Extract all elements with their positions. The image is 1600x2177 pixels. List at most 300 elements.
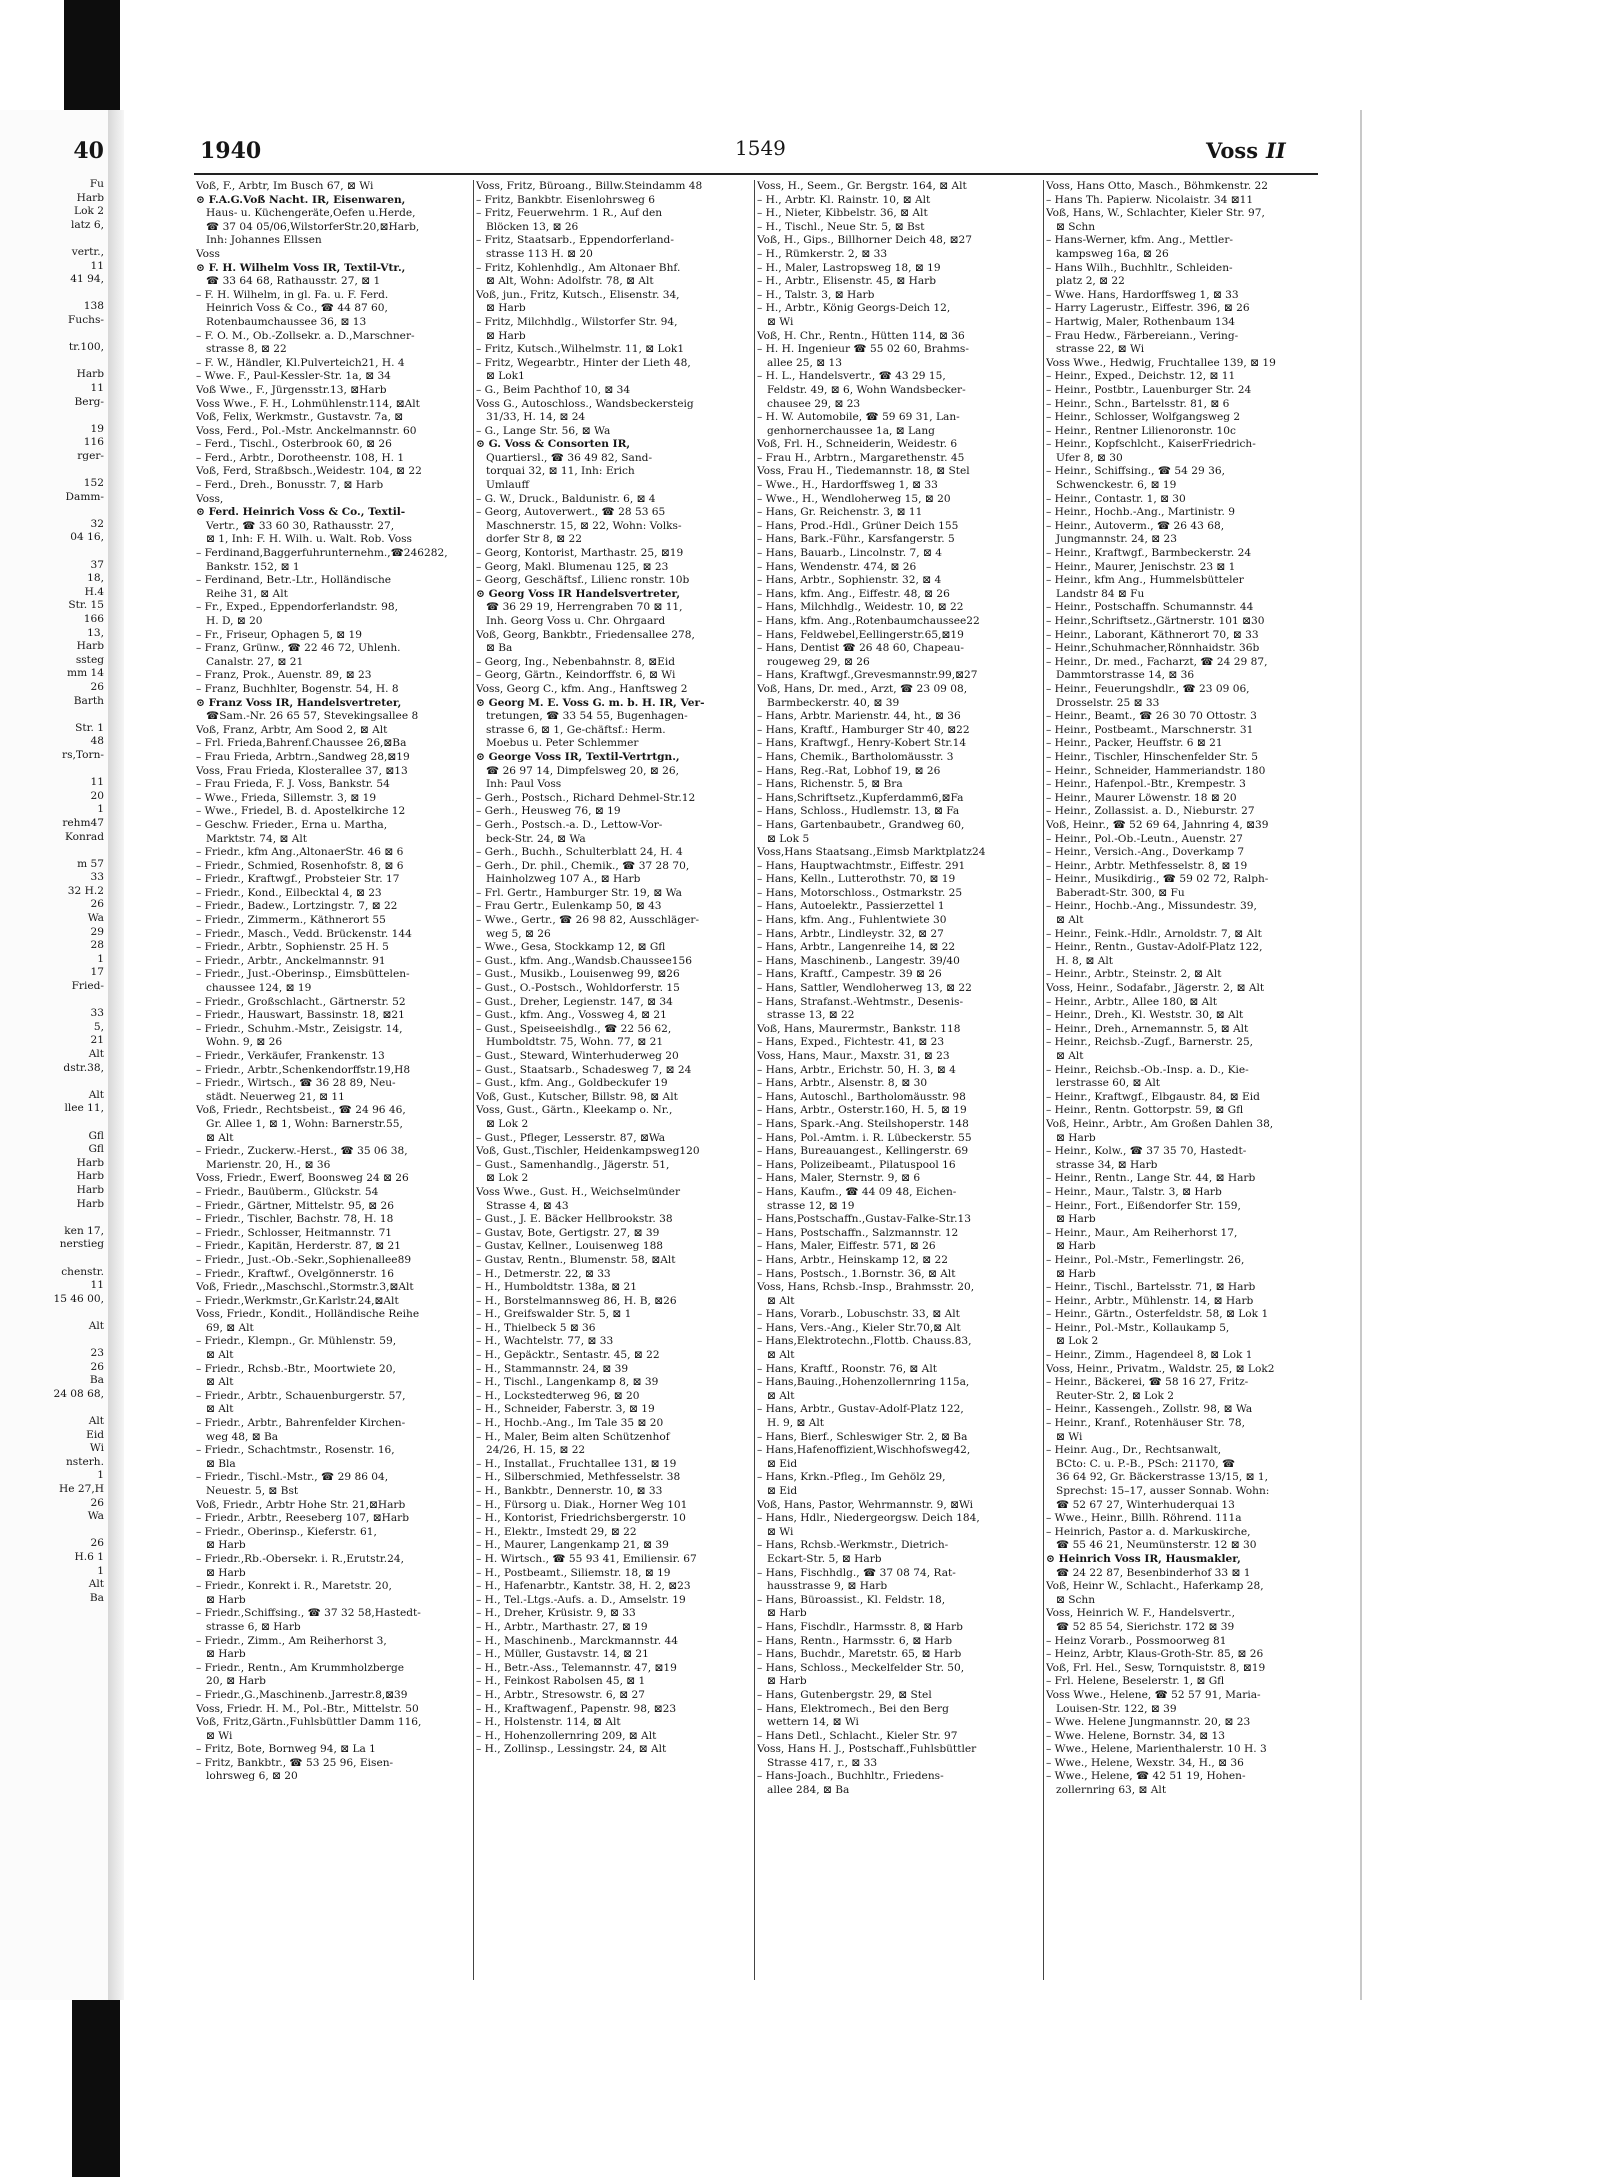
- directory-entry-line: – Hans, Maler, Eiffestr. 571, ⊠ 26: [757, 1240, 936, 1253]
- facing-page-line: 1: [97, 1469, 104, 1482]
- directory-entry-line: – Hans Detl., Schlacht., Kieler Str. 97: [757, 1729, 958, 1742]
- directory-entry-line: – Hans, Gartenbaubetr., Grandweg 60,: [757, 818, 965, 831]
- directory-entry-line: – Hans,Postschaffn.,Gustav-Falke-Str.13: [757, 1213, 971, 1226]
- facing-page-line: [0, 355, 108, 369]
- directory-entry-line: – Gust., Musikb., Louisenweg 99, ⊠26: [476, 968, 680, 981]
- directory-entry-line: – H., Betr.-Ass., Telemannstr. 47, ⊠19: [476, 1661, 677, 1674]
- facing-page-line: 116: [83, 436, 104, 449]
- directory-entry-line: – H., Nieter, Kibbelstr. 36, ⊠ Alt: [757, 207, 928, 220]
- directory-entry-line: – Friedr., Schachtmstr., Rosenstr. 16,: [196, 1444, 395, 1457]
- directory-entry-line: Dammtorstrasse 14, ⊠ 36: [1056, 669, 1195, 682]
- facing-page-line: [0, 409, 108, 423]
- directory-entry-line: – Friedr., Schuhm.-Mstr., Zeisigstr. 14,: [196, 1022, 403, 1035]
- directory-entry-line: Strasse 4, ⊠ 43: [486, 1199, 569, 1212]
- facing-page-line: [0, 1252, 108, 1266]
- directory-entry-line: Voss, Heinrich W. F., Handelsvertr.,: [1046, 1607, 1235, 1620]
- facing-page-line: 28: [90, 939, 104, 952]
- facing-page-line: 48: [90, 735, 104, 748]
- directory-entry-line: – Franz, Buchhlter, Bogenstr. 54, H. 8: [196, 682, 399, 695]
- directory-entry-line: zollernring 63, ⊠ Alt: [1056, 1784, 1167, 1797]
- directory-entry-line: – Heinr., Postbtr., Lauenburger Str. 24: [1046, 383, 1252, 396]
- directory-entry-line: Barmbeckerstr. 40, ⊠ 39: [767, 696, 900, 709]
- facing-page-line: ken 17,: [64, 1224, 104, 1237]
- directory-entry-line: Voss, Friedr., Kondit., Holländische Reihe: [196, 1308, 420, 1321]
- directory-entry-line: – F. O. M., Ob.-Zollsekr. a. D.,Marschner-: [196, 329, 415, 342]
- facing-page-line: [0, 994, 108, 1008]
- facing-page-line: m 57: [77, 857, 104, 870]
- directory-entry-line: – Hans, Hauptwachtmstr., Eiffestr. 291: [757, 859, 966, 872]
- directory-entry-line: ⊙ Georg Voss IR Handelsvertreter,: [476, 587, 681, 600]
- directory-entry-line: – Wwe., Gertr., ☎ 26 98 82, Ausschläger-: [476, 914, 700, 927]
- directory-entry-line: – Heinr., Maurer Löwenstr. 18 ⊠ 20: [1046, 791, 1237, 804]
- directory-entry-line: – Heinr., Reichsb.-Zugf., Barnerstr. 25,: [1046, 1036, 1254, 1049]
- directory-entry-line: 20, ⊠ Harb: [206, 1675, 266, 1688]
- directory-entry-line: – Hans, Kaufm., ☎ 44 09 48, Eichen-: [757, 1185, 957, 1198]
- facing-page-line: 11: [90, 381, 104, 394]
- directory-entry-line: Maschnerstr. 15, ⊠ 22, Wohn: Volks-: [486, 519, 682, 532]
- directory-entry-line: Wohn. 9, ⊠ 26: [206, 1036, 283, 1049]
- directory-entry-line: – Friedr., Arbtr., Reeseberg 107, ⊠Harb: [196, 1512, 409, 1525]
- directory-entry-line: – Heinr., Contastr. 1, ⊠ 30: [1046, 492, 1186, 505]
- facing-page-line: 29: [90, 925, 104, 938]
- directory-entry-line: – Gust., Steward, Winterhuderweg 20: [476, 1050, 679, 1062]
- directory-entry-line: Voß, Felix, Werkmstr., Gustavstr. 7a, ⊠: [196, 411, 404, 424]
- facing-page-line: 33: [90, 871, 104, 884]
- directory-entry-line: Voss, Hans, Rchsb.-Insp., Brahmsstr. 20,: [757, 1281, 975, 1294]
- directory-entry-line: – Heinr., Schlosser, Wolfgangsweg 2: [1046, 411, 1241, 424]
- facing-page-line: Alt: [88, 1578, 104, 1591]
- directory-entry-line: – Ferdinand,Baggerfuhrunternehm.,☎246282,: [196, 547, 448, 560]
- directory-entry-line: – Friedr., Arbtr.,Schenkendorffstr.19,H8: [196, 1063, 411, 1076]
- directory-entry-line: – Hans, Richenstr. 5, ⊠ Bra: [757, 778, 903, 791]
- directory-entry-line: rougeweg 29, ⊠ 26: [767, 655, 870, 668]
- directory-entry-line: ⊙ F. H. Wilhelm Voss IR, Textil-Vtr.,: [196, 261, 406, 274]
- directory-entry-line: Voß, Hans, Maurermstr., Bankstr. 118: [757, 1022, 961, 1035]
- directory-entry-line: ⊠ 1, Inh: F. H. Wilh. u. Walt. Rob. Voss: [206, 533, 412, 546]
- directory-entry-line: – Georg, Kontorist, Marthastr. 25, ⊠19: [476, 547, 684, 560]
- directory-entry-line: – Fritz, Bankbtr., ☎ 53 25 96, Eisen-: [196, 1756, 394, 1769]
- directory-entry-line: – Hans, Arbtr., Sophienstr. 32, ⊠ 4: [757, 574, 942, 587]
- directory-entry-line: – Fritz, Kutsch.,Wilhelmstr. 11, ⊠ Lok1: [476, 343, 685, 356]
- directory-entry-line: – Hans, Postschaffn., Salzmannstr. 12: [757, 1226, 959, 1239]
- directory-entry-line: Voß Wwe., F., Jürgensstr.13, ⊠Harb: [196, 383, 387, 396]
- directory-entry-line: Gr. Allee 1, ⊠ 1, Wohn: Barnerstr.55,: [206, 1117, 403, 1130]
- directory-entry-line: ⊠ Harb: [206, 1566, 246, 1579]
- directory-entry-line: – Hans, Autoschl., Bartholomäusstr. 98: [757, 1090, 966, 1103]
- facing-page-line: 18,: [87, 572, 104, 585]
- facing-page-line: He 27,H: [59, 1483, 104, 1495]
- directory-entry-line: Voß, Frl. Hel., Sesw, Tornquiststr. 8, ⊠19: [1046, 1661, 1266, 1674]
- directory-entry-line: – Fritz, Milchhdlg., Wilstorfer Str. 94,: [476, 315, 678, 328]
- directory-entry-line: – Gust., Samenhandlg., Jägerstr. 51,: [476, 1158, 670, 1171]
- directory-entry-line: Voß, Frl. H., Schneiderin, Weidestr. 6: [757, 438, 958, 451]
- directory-entry-line: strasse 8, ⊠ 22: [206, 343, 287, 356]
- directory-entry-line: ☎Sam.-Nr. 26 65 57, Stevekingsallee 8: [206, 710, 419, 723]
- directory-entry-line: – H., Dreher, Krüsistr. 9, ⊠ 33: [476, 1607, 636, 1620]
- directory-entry-line: – Gust., Staatsarb., Schadesweg 7, ⊠ 24: [476, 1063, 692, 1076]
- directory-entry-line: Humboldtstr. 75, Wohn. 77, ⊠ 21: [486, 1036, 664, 1049]
- directory-entry-line: – Gust., kfm. Ang., Vossweg 4, ⊠ 21: [476, 1009, 667, 1022]
- facing-page-line: Fuchs-: [68, 313, 104, 326]
- facing-page-line: Str. 1: [75, 721, 104, 734]
- directory-entry-line: – Friedr., Arbtr., Anckelmannstr. 91: [196, 954, 386, 967]
- facing-page-line: 32 H.2: [67, 884, 104, 897]
- directory-entry-line: ⊙ Georg M. E. Voss G. m. b. H. IR, Ver-: [476, 696, 705, 709]
- directory-entry-line: platz 2, ⊠ 22: [1056, 275, 1125, 288]
- directory-entry-line: – H., Elektr., Imstedt 29, ⊠ 22: [476, 1525, 637, 1538]
- directory-entry-line: – Frl. Helene, Beselerstr. 1, ⊠ Gfl: [1046, 1675, 1225, 1688]
- directory-entry-line: – H., Arbtr., Stresowstr. 6, ⊠ 27: [476, 1688, 646, 1701]
- facing-page-line: 26: [90, 1537, 104, 1550]
- facing-page-line: [0, 844, 108, 858]
- directory-entry-line: – Hans, Elektromech., Bei den Berg: [757, 1702, 949, 1715]
- directory-entry-line: – Hans, Bureauangest., Kellingerstr. 69: [757, 1145, 969, 1158]
- directory-entry-line: Quartiersl., ☎ 36 49 82, Sand-: [486, 451, 653, 464]
- directory-entry-line: – H., Talstr. 3, ⊠ Harb: [757, 288, 875, 301]
- directory-entry-line: – Heinr., Dreh., Kl. Weststr. 30, ⊠ Alt: [1046, 1009, 1244, 1022]
- facing-page-line: Harb: [76, 1183, 104, 1196]
- directory-entry-line: Neuestr. 5, ⊠ Bst: [206, 1485, 299, 1497]
- directory-entry-line: – Heinr., Kassengeh., Zollstr. 98, ⊠ Wa: [1046, 1403, 1253, 1416]
- directory-entry-line: – Hans, Fischhdlg., ☎ 37 08 74, Rat-: [757, 1566, 956, 1579]
- directory-entry-line: Voss: [196, 247, 220, 260]
- directory-entry-line: – H., Gepäcktr., Sentastr. 45, ⊠ 22: [476, 1349, 660, 1362]
- directory-entry-line: kampsweg 16a, ⊠ 26: [1056, 247, 1169, 260]
- directory-entry-line: – Hans,Elektrotechn.,Flottb. Chauss.83,: [757, 1335, 972, 1348]
- directory-entry-line: allee 284, ⊠ Ba: [767, 1784, 850, 1797]
- directory-entry-line: – Hans, Krkn.-Pfleg., Im Gehölz 29,: [757, 1471, 946, 1484]
- directory-entry-line: Inh: Paul Voss: [486, 778, 562, 791]
- directory-entry-line: – Heinr., Pol.-Mstr., Kollaukamp 5,: [1046, 1321, 1230, 1334]
- directory-entry-line: – H., Schneider, Faberstr. 3, ⊠ 19: [476, 1403, 655, 1416]
- directory-entry-line: – Friedr., Gärtner, Mittelstr. 95, ⊠ 26: [196, 1199, 395, 1212]
- directory-entry-line: – Heinr., Dr. med., Facharzt, ☎ 24 29 87,: [1046, 655, 1268, 668]
- directory-entry-line: Voss, Ferd., Pol.-Mstr. Anckelmannstr. 60: [196, 424, 417, 437]
- directory-entry-line: chausee 29, ⊠ 23: [767, 397, 861, 410]
- directory-entry-line: – H., Detmerstr. 22, ⊠ 33: [476, 1267, 611, 1280]
- directory-entry-line: – Franz, Grünw., ☎ 22 46 72, Uhlenh.: [196, 642, 401, 655]
- directory-entry-line: – Wwe., H., Wendloherweg 15, ⊠ 20: [757, 492, 951, 505]
- facing-page-text: [0, 178, 108, 1605]
- header-rule: [194, 173, 1318, 175]
- directory-entry-line: – Wwe. Helene Jungmannstr. 20, ⊠ 23: [1046, 1716, 1251, 1729]
- directory-entry-line: ☎ 52 85 54, Sierichstr. 172 ⊠ 39: [1056, 1620, 1235, 1633]
- directory-entry-line: – Gust., Speiseeishdlg., ☎ 22 56 62,: [476, 1022, 672, 1035]
- directory-entry-line: – Heinrich, Pastor a. d. Markuskirche,: [1046, 1525, 1251, 1538]
- directory-entry-line: – H., Tel.-Ltgs.-Aufs. a. D., Amselstr. 19: [476, 1593, 686, 1606]
- directory-entry-line: – Hans, Hdlr., Niedergeorgsw. Deich 184,: [757, 1512, 980, 1525]
- directory-entry-line: ⊠ Alt: [206, 1403, 234, 1416]
- directory-entry-line: ⊠ Alt: [767, 1294, 795, 1307]
- directory-entry-line: ⊠ Harb: [1056, 1131, 1096, 1144]
- directory-entry-line: – Hans, kfm. Ang., Eiffestr. 48, ⊠ 26: [757, 587, 950, 600]
- directory-entry-line: – Heinr., Postschaffn. Schumannstr. 44: [1046, 601, 1254, 614]
- directory-entry-line: – Gustav, Kellner., Louisenweg 188: [476, 1240, 664, 1253]
- directory-entry-line: ⊠ Lok 2: [486, 1117, 529, 1130]
- directory-entry-line: tretungen, ☎ 33 54 55, Bugenhagen-: [486, 710, 688, 723]
- directory-entry-line: ⊠ Schn: [1056, 1593, 1096, 1606]
- facing-page-line: H.4: [84, 585, 104, 598]
- directory-entry-line: – Friedr., Rchsb.-Btr., Moortwiete 20,: [196, 1362, 396, 1375]
- facing-page-line: Wa: [87, 1510, 104, 1523]
- directory-entry-line: – Hans, Arbtr., Heinskamp 12, ⊠ 22: [757, 1253, 948, 1266]
- facing-page-line: Alt: [88, 1415, 104, 1428]
- directory-entry-line: strasse 34, ⊠ Harb: [1056, 1158, 1158, 1171]
- directory-entry-line: – Gustav, Bote, Gertigstr. 27, ⊠ 39: [476, 1226, 660, 1239]
- directory-entry-line: ⊙ F.A.G.Voß Nacht. IR, Eisenwaren,: [196, 193, 406, 206]
- directory-entry-line: – Hans, Arbtr., Lindleystr. 32, ⊠ 27: [757, 927, 944, 940]
- directory-entry-line: BCto: C. u. P.-B., PSch: 21170, ☎: [1056, 1457, 1236, 1470]
- directory-entry-line: – Wwe., Heinr., Billh. Röhrend. 111a: [1046, 1512, 1242, 1525]
- facing-page-line: Ba: [89, 1591, 104, 1604]
- directory-entry-line: – Friedr.,Werkmstr.,Gr.Karlstr.24,⊠Alt: [196, 1294, 399, 1307]
- directory-entry-line: – Heinr.,Schuhmacher,Rönnhaidstr. 36b: [1046, 642, 1260, 655]
- directory-entry-line: strasse 22, ⊠ Wi: [1056, 343, 1145, 356]
- facing-page-line: Fried-: [71, 980, 104, 993]
- directory-entry-line: – Heinr.,Schriftsetz.,Gärtnerstr. 101 ⊠30: [1046, 615, 1265, 627]
- directory-entry-line: – H., Maler, Beim alten Schützenhof: [476, 1430, 670, 1443]
- directory-entry-line: Voss Wwe., Hedwig, Fruchtallee 139, ⊠ 19: [1046, 356, 1276, 369]
- directory-entry-line: – Friedr., Kond., Eilbecktal 4, ⊠ 23: [196, 886, 382, 899]
- directory-entry-line: – Hans, Arbtr., Gustav-Adolf-Platz 122,: [757, 1403, 964, 1416]
- directory-entry-line: – Heinr., Bäckerei, ☎ 58 16 27, Fritz-: [1046, 1376, 1249, 1389]
- directory-entry-line: Voss G., Autoschloss., Wandsbeckersteig: [476, 397, 694, 410]
- directory-entry-line: – Wwe., Helene, Wexstr. 34, H., ⊠ 36: [1046, 1756, 1244, 1769]
- facing-page-line: rehm47: [62, 816, 104, 829]
- directory-entry-line: – Fritz, Staatsarb., Eppendorferland-: [476, 234, 674, 247]
- directory-entry-line: – Fritz, Wegearbtr., Hinter der Lieth 48,: [476, 356, 691, 369]
- facing-page-line: Barth: [73, 694, 104, 707]
- directory-entry-line: – Hans, Wendenstr. 474, ⊠ 26: [757, 560, 917, 573]
- facing-page-line: 26: [90, 1360, 104, 1373]
- directory-entry-line: – Hans, Milchhdlg., Weidestr. 10, ⊠ 22: [757, 601, 964, 614]
- facing-page-line: Harb: [76, 368, 104, 381]
- directory-entry-line: – Hans, Kraftwgf.,Grevesmannstr.99,⊠27: [757, 669, 978, 682]
- facing-page-line: latz 6,: [70, 218, 104, 231]
- directory-entry-line: ⊠ Harb: [1056, 1267, 1096, 1280]
- directory-entry-line: ⊠ Alt: [767, 1389, 795, 1402]
- directory-entry-line: – Hans, Vorarb., Lobuschstr. 33, ⊠ Alt: [757, 1308, 960, 1321]
- directory-entry-line: ⊠ Wi: [1056, 1430, 1083, 1443]
- directory-entry-line: – H., Holstenstr. 114, ⊠ Alt: [476, 1716, 621, 1729]
- directory-entry-line: Umlauff: [486, 479, 530, 492]
- directory-entry-line: Rotenbaumchaussee 36, ⊠ 13: [206, 315, 367, 328]
- facing-page-line: 5,: [93, 1020, 104, 1033]
- facing-page-line: 20: [90, 789, 104, 802]
- directory-entry-line: – Fr., Friseur, Ophagen 5, ⊠ 19: [196, 628, 363, 641]
- directory-entry-line: ⊠ Harb: [206, 1648, 246, 1661]
- directory-entry-line: – Hans, Dentist ☎ 26 48 60, Chapeau-: [757, 642, 964, 655]
- facing-page-line: Lok 2: [74, 205, 104, 218]
- directory-entry-line: – H., Hochb.-Ang., Im Tale 35 ⊠ 20: [476, 1417, 664, 1430]
- directory-entry-line: – Heinr., Kraftwgf., Elbgaustr. 84, ⊠ Eid: [1046, 1090, 1260, 1103]
- directory-entry-line: Feldstr. 49, ⊠ 6, Wohn Wandsbecker-: [767, 383, 966, 396]
- directory-entry-line: Voss, Heinr., Sodafabr., Jägerstr. 2, ⊠ Alt: [1046, 982, 1265, 995]
- directory-entry-line: – Wwe. F., Paul-Kessler-Str. 1a, ⊠ 34: [196, 370, 391, 383]
- directory-entry-line: – Heinr., Rentn., Gustav-Adolf-Platz 122,: [1046, 941, 1263, 954]
- directory-entry-line: – Georg, Gärtn., Keindorffstr. 6, ⊠ Wi: [476, 669, 676, 682]
- directory-entry-line: – Friedr., Schlosser, Heitmannstr. 71: [196, 1226, 393, 1239]
- directory-entry-line: ⊠ Lok 5: [767, 832, 810, 845]
- directory-entry-line: – Hans, Strafanst.-Wehtmstr., Desenis-: [757, 995, 964, 1008]
- directory-entry-line: ⊠ Eid: [767, 1457, 798, 1470]
- directory-entry-line: Vertr., ☎ 33 60 30, Rathausstr. 27,: [206, 519, 395, 532]
- directory-entry-line: – H. H. Ingenieur ☎ 55 02 60, Brahms-: [757, 343, 969, 356]
- directory-entry-line: ⊠ Alt: [1056, 914, 1084, 927]
- directory-entry-line: Voß, Friedr., Arbtr Hohe Str. 21,⊠Harb: [196, 1498, 406, 1511]
- facing-page-line: 32: [90, 517, 104, 530]
- directory-entry-line: lerstrasse 60, ⊠ Alt: [1056, 1077, 1161, 1090]
- directory-entry-line: – Heinr., Rentner Lilienoronstr. 10c: [1046, 424, 1236, 437]
- directory-entry-line: – H., Feinkost Rabolsen 45, ⊠ 1: [476, 1675, 646, 1688]
- directory-entry-line: – Friedr., Tischler, Bachstr. 78, H. 18: [196, 1213, 394, 1226]
- directory-entry-line: – Hans, Sattler, Wendloherweg 13, ⊠ 22: [757, 982, 972, 995]
- directory-entry-line: – H., Installat., Fruchtallee 131, ⊠ 19: [476, 1457, 677, 1470]
- facing-page-line: [0, 763, 108, 777]
- directory-entry-line: ⊠ Harb: [1056, 1213, 1096, 1226]
- directory-entry-line: – Fritz, Bote, Bornweg 94, ⊠ La 1: [196, 1743, 376, 1756]
- directory-entry-line: – Heinr., Rentn. Gottorpstr. 59, ⊠ Gfl: [1046, 1104, 1244, 1117]
- directory-entry-line: – H., Greifswalder Str. 5, ⊠ 1: [476, 1308, 632, 1321]
- facing-page-line: 17: [90, 966, 104, 979]
- facing-page-line: 13,: [87, 626, 104, 639]
- directory-entry-line: – H., Tischl., Langenkamp 8, ⊠ 39: [476, 1376, 659, 1389]
- facing-page-line: mm 14: [67, 667, 104, 680]
- directory-entry-line: – Friedr., Kraftwgf., Probsteier Str. 17: [196, 873, 400, 886]
- directory-entry-line: – Hans, Prod.-Hdl., Grüner Deich 155: [757, 519, 959, 532]
- directory-entry-line: Voß, Friedr.,,Maschschl.,Stormstr.3,⊠Alt: [196, 1281, 414, 1294]
- directory-entry-line: ⊠ Alt: [1056, 1050, 1084, 1062]
- directory-entry-line: – Hartwig, Maler, Rothenbaum 134: [1046, 315, 1236, 328]
- directory-entry-line: – Heinr., Schiffsing., ☎ 54 29 36,: [1046, 465, 1225, 478]
- directory-entry-line: Voss, Heinr., Privatm., Waldstr. 25, ⊠ Lok2: [1046, 1362, 1275, 1375]
- directory-entry-line: Drosselstr. 25 ⊠ 33: [1056, 696, 1160, 709]
- facing-page-line: 33: [90, 1007, 104, 1020]
- directory-entry-line: ⊠ Bla: [206, 1457, 236, 1470]
- directory-entry-line: – Heinr., Beamt., ☎ 26 30 70 Ottostr. 3: [1046, 710, 1257, 723]
- directory-entry-line: – Gust., Pfleger, Lesserstr. 87, ⊠Wa: [476, 1131, 666, 1144]
- directory-entry-line: Louisen-Str. 122, ⊠ 39: [1056, 1702, 1177, 1715]
- directory-entry-line: – Heinr., Pol.-Ob.-Leutn., Auenstr. 27: [1046, 832, 1243, 845]
- directory-entry-line: ⊙ Ferd. Heinrich Voss & Co., Textil-: [196, 506, 406, 519]
- directory-entry-line: – Hans Th. Papierw. Nicolaistr. 34 ⊠11: [1046, 193, 1254, 206]
- directory-entry-line: – Heinr., Kranf., Rotenhäuser Str. 78,: [1046, 1417, 1245, 1430]
- directory-entry-line: torquai 32, ⊠ 11, Inh: Erich: [486, 465, 635, 478]
- directory-entry-line: Baberadt-Str. 300, ⊠ Fu: [1056, 886, 1185, 899]
- directory-entry-line: – H., Maurer, Langenkamp 21, ⊠ 39: [476, 1539, 669, 1552]
- directory-entry-line: – G., Beim Pachthof 10, ⊠ 34: [476, 383, 631, 396]
- directory-entry-line: – Gerh., Heusweg 76, ⊠ 19: [476, 805, 621, 818]
- directory-entry-line: – H., Maler, Lastropsweg 18, ⊠ 19: [757, 261, 941, 274]
- directory-entry-line: – Gerh., Postsch., Richard Dehmel-Str.12: [476, 791, 696, 804]
- directory-entry-line: – Friedr., Just.-Ob.-Sekr.,Sophienallee89: [196, 1253, 412, 1266]
- directory-entry-line: Sprechst: 15–17, ausser Sonnab. Wohn:: [1056, 1485, 1270, 1497]
- directory-entry-line: – Hans, Arbtr. Marienstr. 44, ht., ⊠ 36: [757, 710, 961, 723]
- facing-page-line: Wa: [87, 912, 104, 925]
- facing-page-line: Gfl: [88, 1143, 104, 1156]
- directory-entry-line: – Geschw. Frieder., Erna u. Martha,: [196, 818, 388, 831]
- directory-entry-line: Eckart-Str. 5, ⊠ Harb: [767, 1552, 882, 1565]
- facing-page-line: Alt: [88, 1319, 104, 1332]
- facing-page-line: Ba: [89, 1374, 104, 1387]
- directory-entry-line: – Heinr., Hochb.-Ang., Martinistr. 9: [1046, 506, 1235, 519]
- directory-entry-line: – Friedr., kfm Ang.,AltonaerStr. 46 ⊠ 6: [196, 846, 404, 859]
- book-gutter: [108, 110, 124, 2000]
- directory-entry-line: – Hans, Gutenbergstr. 29, ⊠ Stel: [757, 1688, 932, 1701]
- directory-entry-line: – Fritz, Feuerwehrm. 1 R., Auf den: [476, 207, 663, 220]
- directory-entry-line: – Ferd., Tischl., Osterbrook 60, ⊠ 26: [196, 438, 392, 451]
- directory-entry-line: – Heinr., Fort., Eißendorfer Str. 159,: [1046, 1199, 1241, 1212]
- directory-entry-line: ☎ 37 04 05/06,WilstorferStr.20,⊠Harb,: [206, 220, 420, 233]
- directory-entry-line: Voß, H., Gips., Billhorner Deich 48, ⊠27: [757, 234, 972, 247]
- directory-entry-line: Voß, Franz, Arbtr, Am Sood 2, ⊠ Alt: [196, 723, 388, 736]
- facing-page-line: 1: [97, 1564, 104, 1577]
- facing-page-line: Harb: [76, 1197, 104, 1210]
- directory-entry-line: – Hans, Rchsb.-Werkmstr., Dietrich-: [757, 1539, 949, 1552]
- directory-entry-line: – H., Arbtr. Kl. Rainstr. 10, ⊠ Alt: [757, 193, 931, 206]
- directory-entry-line: – Hans, Kraftf., Campestr. 39 ⊠ 26: [757, 968, 942, 981]
- directory-entry-line: Voss, Friedr. H. M., Pol.-Btr., Mittelstr. 50: [196, 1702, 419, 1715]
- directory-entry-line: – Hans,Hafenoffizient,Wischhofsweg42,: [757, 1444, 971, 1457]
- directory-entry-line: – H., Rümkerstr. 2, ⊠ 33: [757, 247, 888, 260]
- directory-entry-line: – Friedr., Arbtr., Bahrenfelder Kirchen-: [196, 1417, 406, 1430]
- directory-entry-line: – Hans, Postsch., 1.Bornstr. 36, ⊠ Alt: [757, 1267, 956, 1280]
- directory-entry-line: – Ferdinand, Betr.-Ltr., Holländische: [196, 574, 392, 587]
- directory-entry-line: ⊙ Heinrich Voss IR, Hausmakler,: [1046, 1552, 1241, 1565]
- facing-page-line: Alt: [88, 1048, 104, 1060]
- directory-entry-line: Voß, Fritz,Gärtn.,Fuhlsbüttler Damm 116,: [196, 1716, 422, 1729]
- facing-page-line: 21: [90, 1034, 104, 1047]
- directory-entry-line: – Heinr., Feink.-Hdlr., Arnoldstr. 7, ⊠ Alt: [1046, 927, 1262, 940]
- directory-entry-line: – Frau H., Arbtrn., Margarethenstr. 45: [757, 451, 965, 464]
- facing-page-line: Harb: [76, 191, 104, 204]
- directory-entry-line: Voß, Gust., Kutscher, Billstr. 98, ⊠ Alt: [476, 1090, 678, 1103]
- directory-entry-line: – Wwe., Frieda, Sillemstr. 3, ⊠ 19: [196, 791, 377, 804]
- directory-entry-line: – Wwe., Helene, ☎ 42 51 19, Hohen-: [1046, 1770, 1246, 1783]
- directory-entry-line: – F. W., Händler, Kl.Pulverteich21, H. 4: [196, 356, 405, 369]
- directory-entry-line: – Frl. Frieda,Bahrenf.Chaussee 26,⊠Ba: [196, 737, 407, 750]
- directory-entry-line: Landstr 84 ⊠ Fu: [1056, 587, 1145, 600]
- facing-page-line: llee 11,: [64, 1102, 104, 1115]
- directory-entry-line: ⊠ Harb: [206, 1593, 246, 1606]
- directory-entry-line: – Hans Wilh., Buchhltr., Schleiden-: [1046, 261, 1233, 274]
- directory-entry-line: Voß, Gust.,Tischler, Heidenkampsweg120: [476, 1145, 700, 1158]
- directory-entry-line: ⊠ Alt: [206, 1349, 234, 1362]
- directory-entry-line: – Heinr., Exped., Deichstr. 12, ⊠ 11: [1046, 370, 1236, 383]
- facing-page-line: Konrad: [65, 830, 104, 843]
- facing-page-line: 23: [90, 1347, 104, 1360]
- directory-entry-line: – Friedr., Zuckerw.-Herst., ☎ 35 06 38,: [196, 1145, 408, 1158]
- directory-entry-line: ☎ 24 22 87, Besenbinderhof 33 ⊠ 1: [1056, 1566, 1251, 1579]
- directory-entry-line: ☎ 26 97 14, Dimpfelsweg 20, ⊠ 26,: [486, 764, 679, 777]
- directory-entry-line: – Hans, Schloss., Hudlemstr. 13, ⊠ Fa: [757, 805, 960, 818]
- facing-page-line: rs,Torn-: [62, 748, 104, 761]
- directory-entry-line: – Heinr., Tischler, Hinschenfelder Str. 5: [1046, 750, 1259, 763]
- directory-entry-line: – Hans, Fischdlr., Harmsstr. 8, ⊠ Harb: [757, 1620, 963, 1633]
- directory-entry-line: – Hans, Vers.-Ang., Kieler Str.70,⊠ Alt: [757, 1321, 961, 1334]
- directory-entry-line: Voß, H. Chr., Rentn., Hütten 114, ⊠ 36: [757, 329, 965, 342]
- facing-page-line: 152: [83, 477, 104, 490]
- directory-entry-line: – Friedr., Arbtr., Sophienstr. 25 H. 5: [196, 941, 389, 954]
- facing-page-line: [0, 463, 108, 477]
- directory-entry-line: – Fritz, Kohlenhdlg., Am Altonaer Bhf.: [476, 261, 681, 274]
- facing-page-line: 166: [83, 613, 104, 625]
- facing-page-line: 26: [90, 898, 104, 911]
- facing-page-line: Fu: [89, 178, 104, 190]
- directory-entry-line: – Heinr., Musikdirig., ☎ 59 02 72, Ralph-: [1046, 873, 1269, 886]
- facing-page-line: [0, 1075, 108, 1089]
- directory-entry-line: Inh. Georg Voss u. Chr. Ohrgaard: [486, 615, 666, 627]
